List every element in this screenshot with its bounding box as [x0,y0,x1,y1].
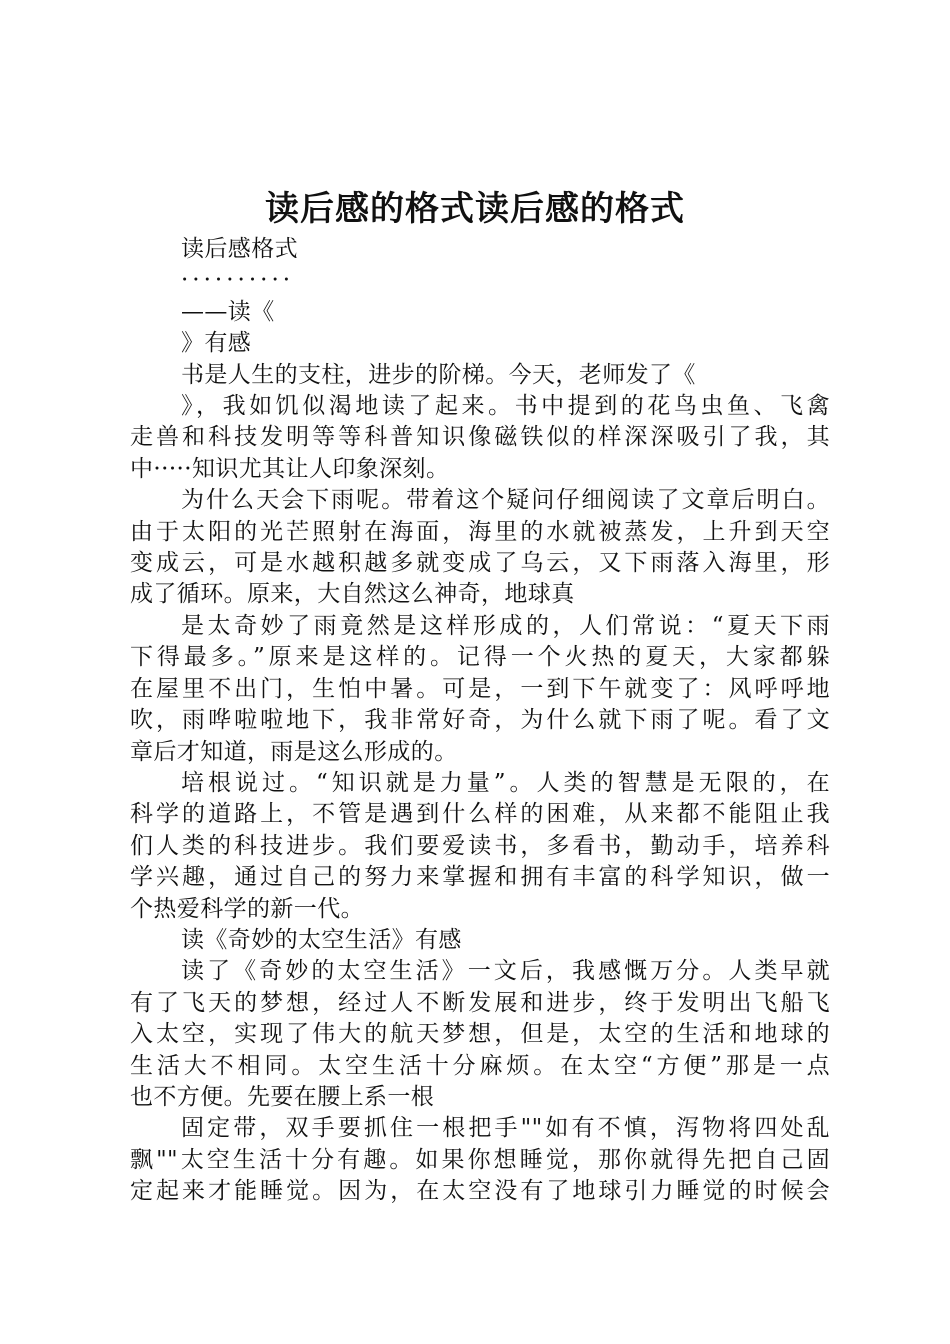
paragraph-line: 生活大不相同。太空生活十分麻烦。在太空“方便”那是一点 [130,1052,830,1079]
paragraph-line: 个热爱科学的新一代。 [130,895,364,922]
paragraph-line: 》有感 [181,330,252,357]
dots-line: ·········· [181,267,295,294]
paragraph-line: 飘""太空生活十分有趣。如果你想睡觉，那你就得先把自己固 [130,1146,830,1173]
paragraph-line: 变成云，可是水越积越多就变成了乌云，又下雨落入海里，形 [130,550,830,577]
paragraph-line: 成了循环。原来，大自然这么神奇，地球真 [130,581,575,608]
paragraph-line: 吹，雨哗啦啦地下，我非常好奇，为什么就下雨了呢。看了文 [130,707,830,734]
paragraph-line: 学兴趣，通过自己的努力来掌握和拥有丰富的科学知识，做一 [130,864,830,891]
paragraph-line: 培根说过。“知识就是力量”。人类的智慧是无限的，在 [181,769,830,796]
paragraph-line: 下得最多。”原来是这样的。记得一个火热的夏天，大家都躲 [130,644,830,671]
paragraph-line: 章后才知道，雨是这么形成的。 [130,738,458,765]
paragraph-line: 在屋里不出门，生怕中暑。可是，一到下午就变了：风呼呼地 [130,675,830,702]
section-heading: 读后感格式 [181,236,298,262]
paragraph-line: 定起来才能睡觉。因为，在太空没有了地球引力睡觉的时候会 [130,1178,830,1205]
document-title: 读后感的格式读后感的格式 [265,189,685,229]
paragraph-line: 为什么天会下雨呢。带着这个疑问仔细阅读了文章后明白。 [181,487,830,514]
paragraph-line: 科学的道路上，不管是遇到什么样的困难，从来都不能阻止我 [130,801,830,828]
paragraph-line: 们人类的科技进步。我们要爱读书，多看书，勤动手，培养科 [130,832,830,859]
paragraph-line: 也不方便。先要在腰上系一根 [130,1083,435,1110]
paragraph-line: 》，我如饥似渴地读了起来。书中提到的花鸟虫鱼、飞禽 [181,393,830,420]
paragraph-line: 读了《奇妙的太空生活》一文后，我感慨万分。人类早就 [181,958,830,985]
paragraph-line: 书是人生的支柱，进步的阶梯。今天，老师发了《 [181,361,696,388]
paragraph-line: 中·····知识尤其让人印象深刻。 [130,455,450,482]
paragraph-line: 走兽和科技发明等等科普知识像磁铁似的样深深吸引了我，其 [130,424,830,451]
section-heading: 读《奇妙的太空生活》有感 [181,926,462,953]
paragraph-line: 由于太阳的光芒照射在海面，海里的水就被蒸发，上升到天空 [130,518,830,545]
document-body [130,234,830,1208]
paragraph-line: 有了飞天的梦想，经过人不断发展和进步，终于发明出飞船飞 [130,989,830,1016]
paragraph-line: 是太奇妙了雨竟然是这样形成的，人们常说：“夏天下雨 [181,612,830,639]
paragraph-line: 入太空，实现了伟大的航天梦想，但是，太空的生活和地球的 [130,1021,830,1048]
paragraph-line: ——读《 [181,298,275,325]
paragraph-line: 固定带，双手要抓住一根把手""如有不慎，泻物将四处乱 [181,1115,830,1142]
